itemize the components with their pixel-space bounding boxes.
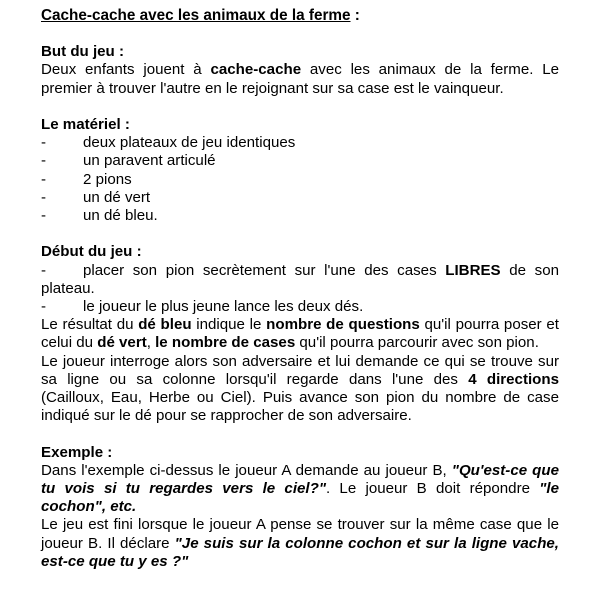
list-item (41, 152, 559, 170)
bold-run: dé vert (97, 334, 147, 352)
but-text-bold: cache-cache (210, 61, 302, 79)
but-text-2: avec les animaux de la ferme. Le premier à trouver l'autre en le rejoignant sur sa case est le vainqueur. (41, 61, 560, 97)
heading-materiel: Le matériel : (41, 115, 130, 133)
debut-step-1-bold: LIBRES (445, 261, 501, 279)
text-run: qu'il pourra parcourir avec son pion. (295, 334, 539, 352)
dash-bullet: - (41, 188, 47, 206)
list-item (41, 189, 559, 207)
quote-run: "Je suis sur la colonne cochon et sur la ligne vache, est-ce que tu y es ?" (41, 534, 560, 570)
debut-step-2-text: le joueur le plus jeune lance les deux dés. (83, 298, 364, 315)
list-item-text: 2 pions (83, 170, 132, 188)
title-colon: : (350, 7, 360, 24)
dash-bullet: - (41, 298, 47, 315)
debut-paragraph-1 (41, 316, 559, 352)
text-run: , (146, 334, 156, 352)
rules-document (41, 0, 559, 571)
list-item (41, 134, 559, 152)
debut-step-1 (41, 262, 559, 298)
bold-run: dé bleu (138, 316, 192, 334)
list-item-text: un dé vert (83, 188, 151, 206)
text-run: qu'il pourra poser et celui du (41, 316, 559, 352)
list-item-text: un dé bleu. (83, 207, 158, 224)
spacer (41, 225, 559, 243)
debut-step-2 (41, 298, 559, 316)
dash-bullet: - (41, 152, 47, 170)
bold-run: nombre de questions (266, 316, 420, 334)
but-text-1: Deux enfants jouent à (41, 61, 211, 79)
debut-paragraph-2 (41, 353, 559, 426)
list-item (41, 171, 559, 189)
dash-bullet: - (41, 134, 47, 152)
text-run: indique le (191, 316, 267, 334)
dash-bullet: - (41, 170, 47, 188)
text-run: Le jeu est fini lorsque le joueur A pense se trouver sur la même case que le joueur B. Il déclare (41, 516, 559, 552)
list-item (41, 207, 559, 225)
heading-debut: Début du jeu : (41, 243, 142, 261)
list-item-text: deux plateaux de jeu identiques (83, 134, 296, 152)
list-item-text: un paravent articulé (83, 152, 216, 170)
but-paragraph (41, 61, 559, 97)
heading-exemple: Exemple : (41, 443, 113, 461)
text-run: (Cailloux, Eau, Herbe ou Ciel). Puis avance son pion du nombre de case indiqué sur le dé pour se rapprocher de son adversaire. (41, 389, 559, 425)
debut-step-1-text-c: de son plateau. (41, 261, 559, 297)
bold-run: le nombre de cases (155, 334, 296, 352)
heading-but: But du jeu : (41, 43, 125, 61)
document-title (41, 6, 559, 25)
exemple-paragraph-1 (41, 462, 559, 517)
debut-step-1-text-a: placer son pion secrètement sur l'une des cases (83, 261, 446, 279)
dash-bullet: - (41, 207, 47, 224)
title-text: Cache-cache avec les animaux de la ferme (41, 7, 351, 24)
text-run: . Le joueur B doit répondre (325, 480, 540, 498)
quote-run: "le cochon", etc. (41, 480, 559, 516)
text-run: Dans l'exemple ci-dessus le joueur A demande au joueur B, (41, 461, 452, 479)
spacer (41, 98, 559, 116)
spacer (41, 25, 559, 43)
text-run: Le résultat du (41, 316, 139, 334)
bold-run: 4 directions (468, 370, 560, 388)
materiel-list (41, 134, 559, 225)
dash-bullet: - (41, 261, 47, 279)
quote-run: "Qu'est-ce que tu vois si tu regardes vers le ciel?" (41, 461, 559, 498)
exemple-paragraph-2 (41, 516, 559, 571)
spacer (41, 425, 559, 443)
text-run: Le joueur interroge alors son adversaire et lui demande ce qui se trouve sur sa ligne ou sa colonne lorsqu'il regarde dans l'une des (41, 352, 559, 388)
